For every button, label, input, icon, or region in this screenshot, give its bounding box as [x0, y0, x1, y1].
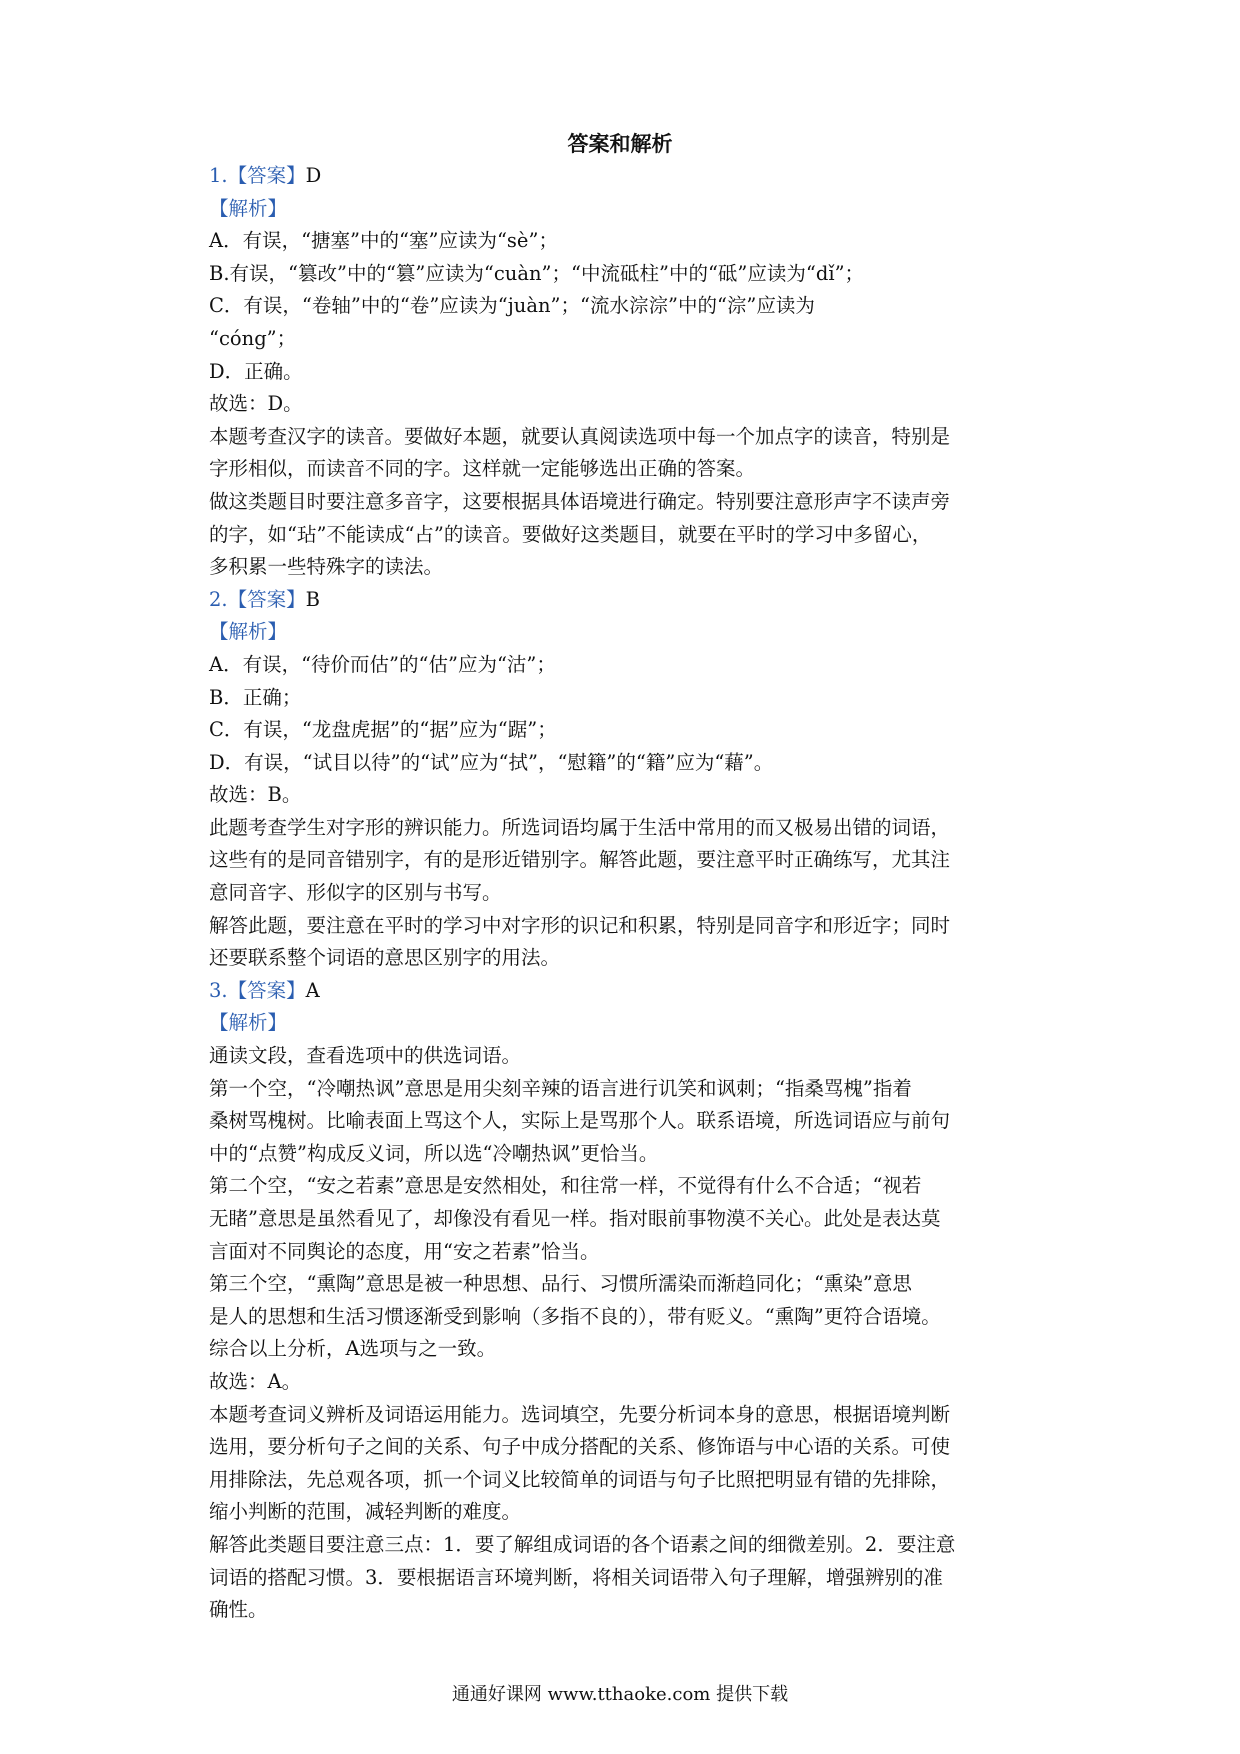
q3-answer: A: [305, 978, 320, 1002]
q3-line: 用排除法，先总观各项，抓一个词义比较简单的词语与句子比照把明显有错的先排除，: [209, 1467, 951, 1491]
q2-answer-label: 【答案】: [227, 587, 306, 611]
q3-line: 本题考查词义辨析及词语运用能力。选词填空，先要分析词本身的意思，根据语境判断: [209, 1402, 951, 1426]
q1-answer-line: [209, 160, 1037, 193]
q1-line: 多积累一些特殊字的读法。: [209, 555, 444, 579]
q3-line: 第二个空，“安之若素”意思是安然相处，和往常一样，不觉得有什么不合适；“视若: [209, 1174, 922, 1198]
q2-analysis-label: 【解析】: [209, 620, 288, 644]
q1-number: 1.: [209, 164, 228, 187]
q1-line: A．有误，“搪塞”中的“塞”应读为“sè”；: [209, 229, 558, 253]
q1-line: D．正确。: [209, 359, 303, 383]
q2-line: 还要联系整个词语的意思区别字的用法。: [209, 946, 561, 970]
q3-number: 3.: [209, 978, 228, 1002]
q2-answer: B: [305, 587, 320, 611]
q3-line: 确性。: [209, 1598, 268, 1622]
q3-analysis-label: 【解析】: [209, 1011, 288, 1035]
q1-line: 本题考查汉字的读音。要做好本题，就要认真阅读选项中每一个加点字的读音，特别是: [209, 424, 951, 448]
q3-line: 言面对不同舆论的态度，用“安之若素”恰当。: [209, 1239, 600, 1263]
q3-line: 是人的思想和生活习惯逐渐受到影响（多指不良的），带有贬义。“熏陶”更符合语境。: [209, 1304, 941, 1328]
q2-line: 此题考查学生对字形的辨识能力。所选词语均属于生活中常用的而又极易出错的词语，: [209, 815, 951, 839]
q3-line: 中的“点赞”构成反义词，所以选“冷嘲热讽”更恰当。: [209, 1141, 659, 1165]
q2-line: C．有误，“龙盘虎据”的“据”应为“踞”；: [209, 718, 557, 742]
q3-line: 桑树骂槐树。比喻表面上骂这个人，实际上是骂那个人。联系语境，所选词语应与前句: [209, 1109, 951, 1133]
q1-line: 故选：D。: [209, 392, 303, 416]
q3-answer-line: [209, 975, 1037, 1008]
page-footer: 通通好课网 www.tthaoke.com 提供下载: [451, 1684, 789, 1705]
q3-line: 缩小判断的范围，减轻判断的难度。: [209, 1500, 522, 1524]
q2-line: 解答此题，要注意在平时的学习中对字形的识记和积累，特别是同音字和形近字；同时: [209, 913, 951, 937]
q1-line: B.有误，“篡改”中的“篡”应读为“cuàn”；“中流砥柱”中的“砥”应读为“dǐ”；: [209, 261, 865, 285]
q3-line: 第一个空，“冷嘲热讽”意思是用尖刻辛辣的语言进行讥笑和讽刺；“指桑骂槐”指着: [209, 1076, 912, 1100]
q1-line: 做这类题目时要注意多音字，这要根据具体语境进行确定。特别要注意形声字不读声旁: [209, 489, 951, 513]
q1-line: 的字，如“玷”不能读成“占”的读音。要做好这类题目，就要在平时的学习中多留心，: [209, 522, 932, 546]
q3-line: 综合以上分析，A选项与之一致。: [209, 1337, 497, 1361]
q3-line: 词语的搭配习惯。3．要根据语言环境判断，将相关词语带入句子理解，增强辨别的准: [209, 1565, 943, 1589]
q2-line: 这些有的是同音错别字，有的是形近错别字。解答此题，要注意平时正确练写，尤其注: [209, 848, 951, 872]
q1-line: 字形相似，而读音不同的字。这样就一定能够选出正确的答案。: [209, 457, 756, 481]
q1-line: C．有误，“卷轴”中的“卷”应读为“juàn”；“流水淙淙”中的“淙”应读为: [209, 294, 815, 318]
q1-answer-label: 【答案】: [227, 164, 306, 187]
q2-line: 意同音字、形似字的区别与书写。: [209, 881, 502, 905]
q2-line: A．有误，“待价而估”的“估”应为“沽”；: [209, 652, 556, 676]
q2-line: 故选：B。: [209, 783, 302, 807]
q3-line: 第三个空，“熏陶”意思是被一种思想、品行、习惯所濡染而渐趋同化；“熏染”意思: [209, 1272, 912, 1296]
q3-line: 通读文段，查看选项中的供选词语。: [209, 1044, 522, 1068]
q3-line: 解答此类题目要注意三点：1．要了解组成词语的各个语素之间的细微差别。2．要注意: [209, 1532, 956, 1556]
q3-line: 无睹”意思是虽然看见了，却像没有看见一样。指对眼前事物漠不关心。此处是表达莫: [209, 1207, 941, 1230]
q1-answer: D: [305, 164, 322, 187]
answer-content: [209, 160, 1037, 1627]
q2-answer-line: [209, 584, 1037, 617]
q3-answer-label: 【答案】: [227, 978, 306, 1002]
q3-line: 选用，要分析句子之间的关系、句子中成分搭配的关系、修饰语与中心语的关系。可使: [209, 1435, 951, 1459]
q3-line: 故选：A。: [209, 1369, 302, 1393]
q2-number: 2.: [209, 587, 228, 611]
q2-line: B．正确；: [209, 685, 302, 709]
q2-line: D．有误，“试目以待”的“试”应为“拭”，“慰籍”的“籍”应为“藉”。: [209, 750, 774, 774]
q1-line: “cóng”；: [209, 326, 297, 350]
page-title: 答案和解析: [567, 132, 673, 156]
q1-analysis-label: 【解析】: [209, 196, 288, 220]
